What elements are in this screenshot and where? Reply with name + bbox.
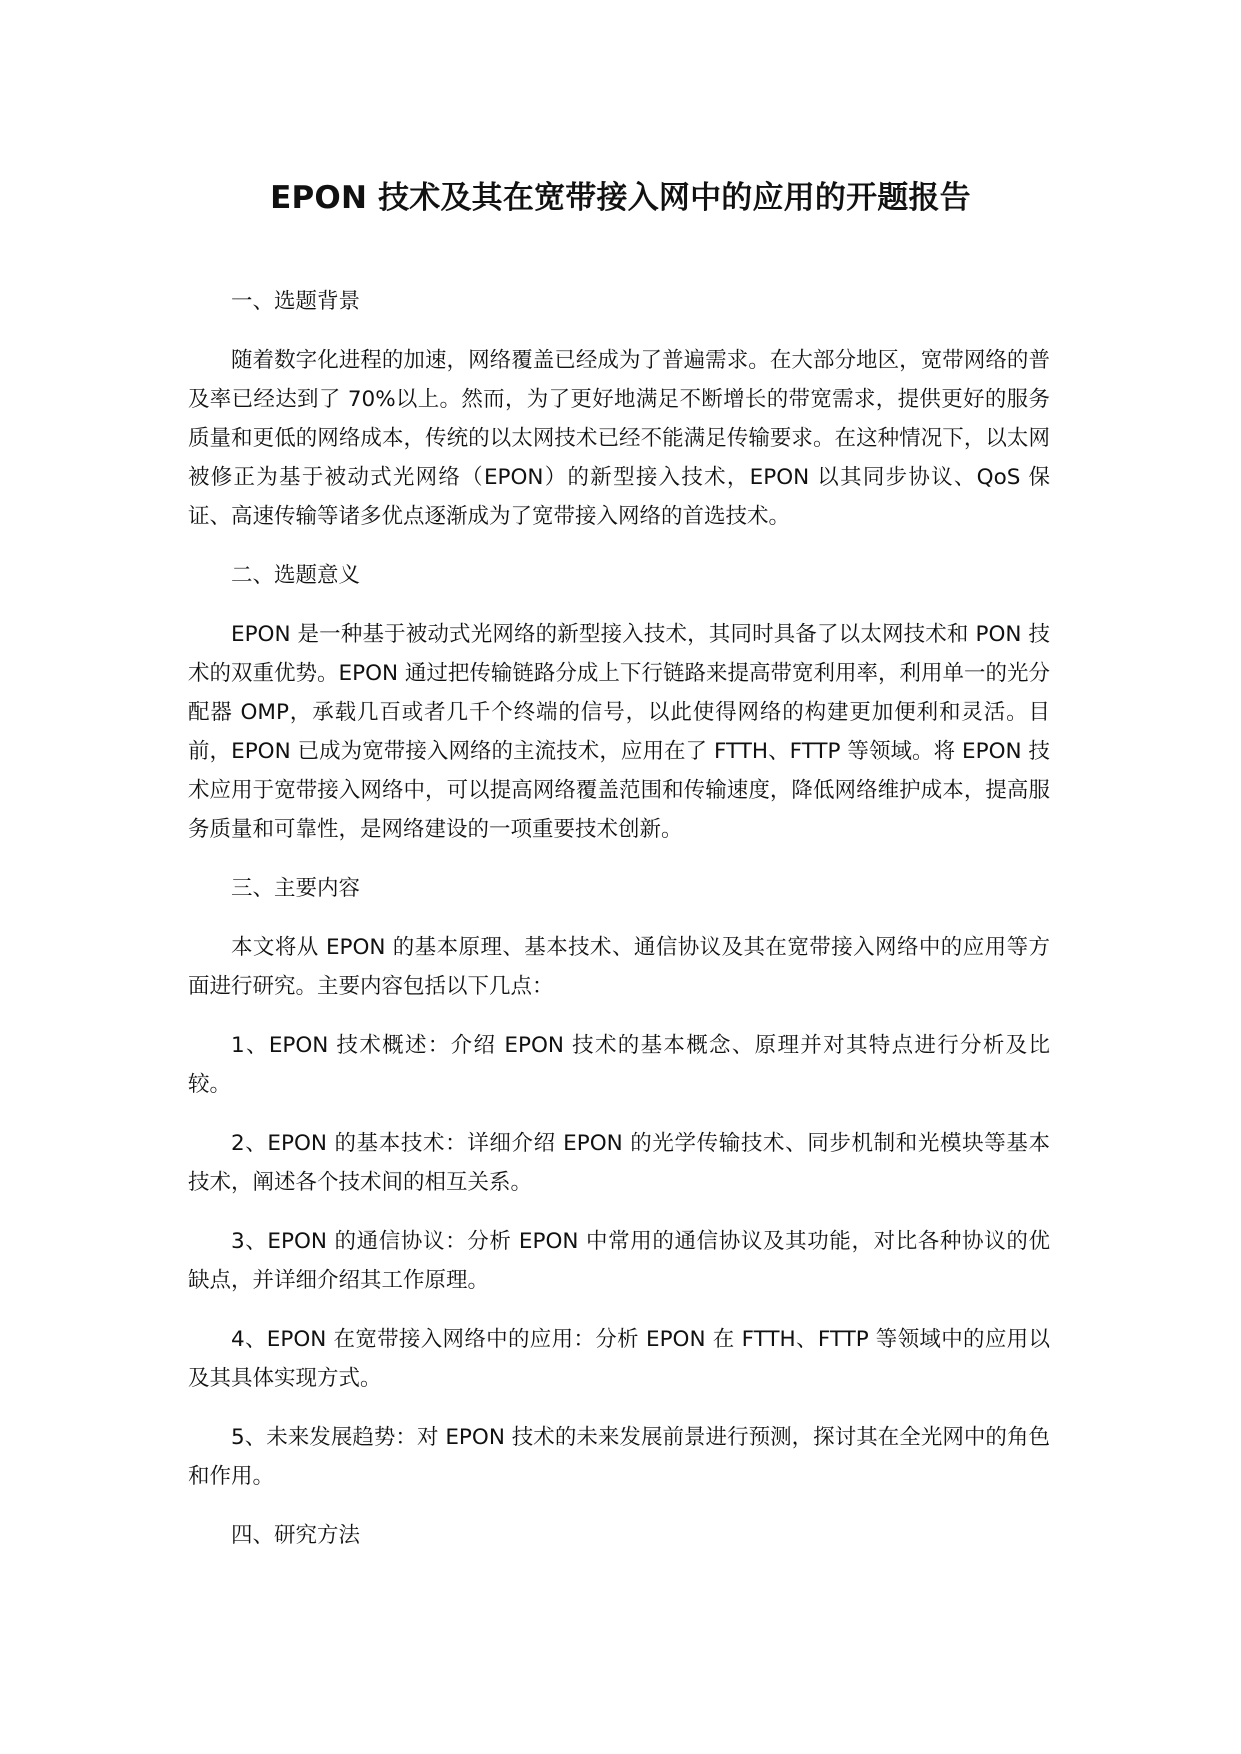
significance-paragraph: EPON 是一种基于被动式光网络的新型接入技术，其同时具备了以太网技术和 PON 技术的双重优势。EPON 通过把传输链路分成上下行链路来提高带宽利用率，利用单一的光分配器 OMP，承载几百或者几千个终端的信号，以此使得网络的构建更加便利和灵活。目前，EPON 已成为宽带接入网络的主流技术，应用在了 FTTH、FTTP 等领域。将 EPON 技术应用于宽带接入网络中，可以提高网络覆盖范围和传输速度，降低网络维护成本，提高服务质量和可靠性，是网络建设的一项重要技术创新。 xyxy=(188,622,1050,842)
section-heading-content: 三、主要内容 xyxy=(231,876,361,901)
background-paragraph: 随着数字化进程的加速，网络覆盖已经成为了普遍需求。在大部分地区，宽带网络的普及率已经达到了 70%以上。然而，为了更好地满足不断增长的带宽需求，提供更好的服务质量和更低的网络成本，传统的以太网技术已经不能满足传输要求。在这种情况下，以太网被修正为基于被动式光网络（EPON）的新型接入技术，EPON 以其同步协议、QoS 保证、高速传输等诸多优点逐渐成为了宽带接入网络的首选技术。 xyxy=(188,348,1050,529)
document-body xyxy=(188,282,1050,1575)
section-heading-methods: 四、研究方法 xyxy=(231,1523,361,1548)
content-item-2: 2、EPON 的基本技术：详细介绍 EPON 的光学传输技术、同步机制和光模块等基本技术，阐述各个技术间的相互关系。 xyxy=(188,1131,1050,1195)
content-item-4: 4、EPON 在宽带接入网络中的应用：分析 EPON 在 FTTH、FTTP 等领域中的应用以及其具体实现方式。 xyxy=(188,1327,1050,1391)
content-item-1: 1、EPON 技术概述：介绍 EPON 技术的基本概念、原理并对其特点进行分析及比较。 xyxy=(188,1033,1050,1097)
content-item-3: 3、EPON 的通信协议：分析 EPON 中常用的通信协议及其功能，对比各种协议的优缺点，并详细介绍其工作原理。 xyxy=(188,1229,1050,1293)
page-title: EPON 技术及其在宽带接入网中的应用的开题报告 xyxy=(270,180,971,216)
section-heading-significance: 二、选题意义 xyxy=(231,563,361,588)
section-heading-background: 一、选题背景 xyxy=(231,289,361,314)
content-item-5: 5、未来发展趋势：对 EPON 技术的未来发展前景进行预测，探讨其在全光网中的角色和作用。 xyxy=(188,1425,1050,1489)
content-intro-paragraph: 本文将从 EPON 的基本原理、基本技术、通信协议及其在宽带接入网络中的应用等方面进行研究。主要内容包括以下几点： xyxy=(188,935,1050,999)
